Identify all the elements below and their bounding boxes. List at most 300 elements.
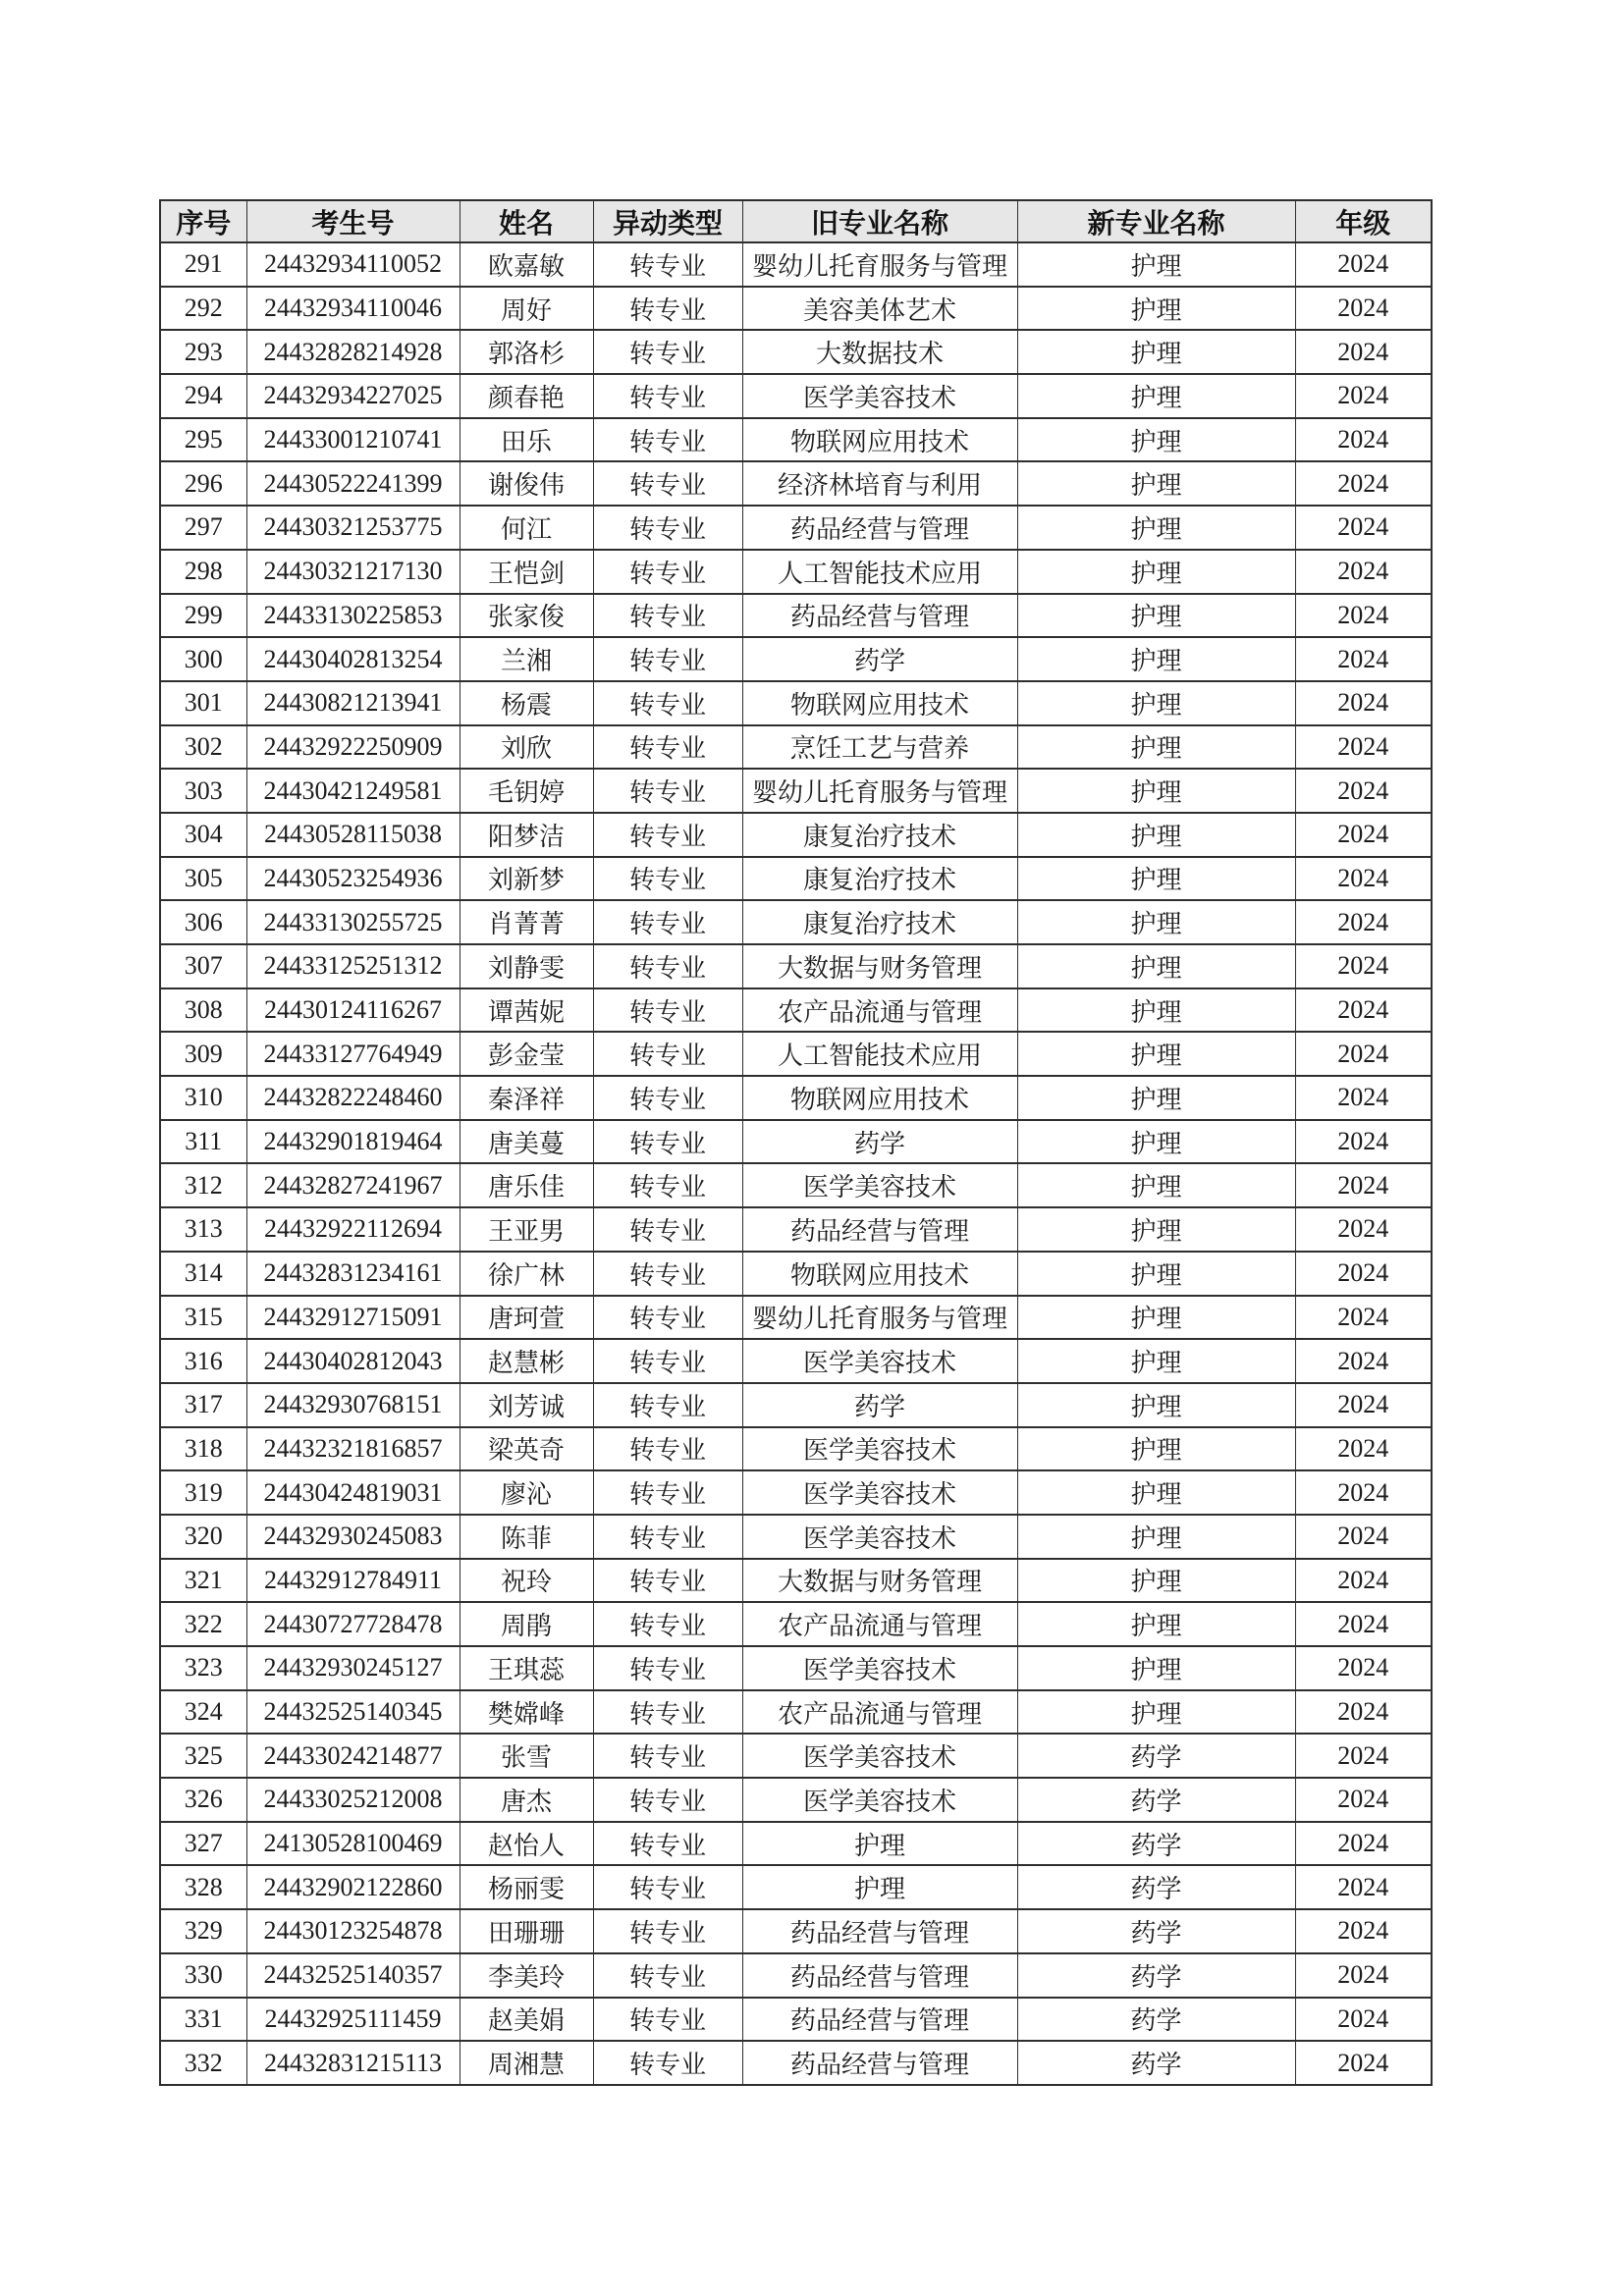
cell-change-type: 转专业	[593, 1076, 742, 1120]
cell-old-major: 护理	[742, 1865, 1017, 1909]
cell-old-major: 物联网应用技术	[742, 418, 1017, 462]
cell-change-type: 转专业	[593, 1383, 742, 1427]
cell-exam-no: 24433130255725	[246, 900, 460, 944]
cell-exam-no: 24430321217130	[246, 550, 460, 594]
cell-grade: 2024	[1295, 769, 1432, 813]
cell-change-type: 转专业	[593, 1207, 742, 1252]
cell-change-type: 转专业	[593, 813, 742, 857]
cell-grade: 2024	[1295, 1865, 1432, 1909]
cell-change-type: 转专业	[593, 1163, 742, 1207]
cell-exam-no: 24432930245083	[246, 1515, 460, 1559]
table-row	[160, 681, 1432, 725]
cell-exam-no: 24432321816857	[246, 1427, 460, 1471]
cell-index: 320	[160, 1515, 246, 1559]
cell-old-major: 药品经营与管理	[742, 1207, 1017, 1252]
cell-name: 刘静雯	[460, 944, 593, 988]
cell-name: 赵美娟	[460, 1998, 593, 2042]
cell-change-type: 转专业	[593, 287, 742, 331]
cell-name: 杨丽雯	[460, 1865, 593, 1909]
cell-new-major: 护理	[1017, 1296, 1295, 1340]
cell-name: 徐广林	[460, 1252, 593, 1296]
cell-index: 330	[160, 1953, 246, 1998]
table-row	[160, 1953, 1432, 1998]
cell-old-major: 康复治疗技术	[742, 813, 1017, 857]
table-row	[160, 1909, 1432, 1953]
cell-new-major: 护理	[1017, 1470, 1295, 1515]
cell-exam-no: 24432822248460	[246, 1076, 460, 1120]
cell-grade: 2024	[1295, 1778, 1432, 1822]
cell-change-type: 转专业	[593, 1296, 742, 1340]
cell-index: 321	[160, 1559, 246, 1603]
table-row	[160, 242, 1432, 287]
cell-new-major: 药学	[1017, 1909, 1295, 1953]
cell-change-type: 转专业	[593, 1778, 742, 1822]
cell-old-major: 农产品流通与管理	[742, 988, 1017, 1033]
cell-new-major: 药学	[1017, 1778, 1295, 1822]
cell-exam-no: 24432912784911	[246, 1559, 460, 1603]
table-row	[160, 857, 1432, 901]
cell-grade: 2024	[1295, 2041, 1432, 2085]
cell-name: 赵怡人	[460, 1822, 593, 1866]
cell-change-type: 转专业	[593, 637, 742, 681]
cell-index: 306	[160, 900, 246, 944]
cell-old-major: 医学美容技术	[742, 1470, 1017, 1515]
cell-change-type: 转专业	[593, 1252, 742, 1296]
cell-index: 317	[160, 1383, 246, 1427]
cell-grade: 2024	[1295, 1163, 1432, 1207]
cell-grade: 2024	[1295, 1252, 1432, 1296]
cell-new-major: 护理	[1017, 374, 1295, 418]
cell-old-major: 药学	[742, 637, 1017, 681]
table-row	[160, 1559, 1432, 1603]
cell-index: 311	[160, 1120, 246, 1164]
cell-index: 294	[160, 374, 246, 418]
cell-grade: 2024	[1295, 1120, 1432, 1164]
cell-change-type: 转专业	[593, 988, 742, 1033]
cell-grade: 2024	[1295, 681, 1432, 725]
cell-old-major: 医学美容技术	[742, 1734, 1017, 1778]
cell-name: 田乐	[460, 418, 593, 462]
cell-name: 赵慧彬	[460, 1339, 593, 1383]
table-row	[160, 1383, 1432, 1427]
cell-old-major: 药品经营与管理	[742, 2041, 1017, 2085]
cell-exam-no: 24432525140357	[246, 1953, 460, 1998]
cell-grade: 2024	[1295, 637, 1432, 681]
cell-new-major: 护理	[1017, 637, 1295, 681]
cell-grade: 2024	[1295, 550, 1432, 594]
table-row	[160, 637, 1432, 681]
cell-index: 329	[160, 1909, 246, 1953]
cell-name: 刘芳诚	[460, 1383, 593, 1427]
cell-change-type: 转专业	[593, 1032, 742, 1076]
cell-change-type: 转专业	[593, 1515, 742, 1559]
cell-name: 张雪	[460, 1734, 593, 1778]
cell-exam-no: 24432934110046	[246, 287, 460, 331]
cell-new-major: 药学	[1017, 2041, 1295, 2085]
table-row	[160, 1734, 1432, 1778]
cell-change-type: 转专业	[593, 1953, 742, 1998]
cell-name: 王琪蕊	[460, 1646, 593, 1690]
cell-name: 廖沁	[460, 1470, 593, 1515]
cell-new-major: 护理	[1017, 769, 1295, 813]
cell-index: 313	[160, 1207, 246, 1252]
cell-name: 周鹃	[460, 1602, 593, 1646]
cell-exam-no: 24430821213941	[246, 681, 460, 725]
table-row	[160, 2041, 1432, 2085]
cell-old-major: 婴幼儿托育服务与管理	[742, 1296, 1017, 1340]
cell-change-type: 转专业	[593, 242, 742, 287]
cell-new-major: 护理	[1017, 900, 1295, 944]
cell-index: 303	[160, 769, 246, 813]
cell-new-major: 护理	[1017, 944, 1295, 988]
cell-exam-no: 24432922112694	[246, 1207, 460, 1252]
cell-index: 298	[160, 550, 246, 594]
column-header-change-type: 异动类型	[593, 200, 742, 242]
column-header-exam-no: 考生号	[246, 200, 460, 242]
cell-change-type: 转专业	[593, 681, 742, 725]
cell-index: 293	[160, 330, 246, 374]
cell-index: 297	[160, 506, 246, 550]
cell-grade: 2024	[1295, 813, 1432, 857]
cell-change-type: 转专业	[593, 944, 742, 988]
cell-new-major: 护理	[1017, 1515, 1295, 1559]
cell-grade: 2024	[1295, 1602, 1432, 1646]
table-row	[160, 1822, 1432, 1866]
cell-change-type: 转专业	[593, 2041, 742, 2085]
cell-index: 327	[160, 1822, 246, 1866]
cell-index: 291	[160, 242, 246, 287]
cell-old-major: 药品经营与管理	[742, 1953, 1017, 1998]
cell-grade: 2024	[1295, 944, 1432, 988]
cell-name: 秦泽祥	[460, 1076, 593, 1120]
cell-new-major: 护理	[1017, 1207, 1295, 1252]
cell-index: 326	[160, 1778, 246, 1822]
cell-old-major: 医学美容技术	[742, 1515, 1017, 1559]
cell-name: 周湘慧	[460, 2041, 593, 2085]
cell-grade: 2024	[1295, 418, 1432, 462]
table-row	[160, 1339, 1432, 1383]
cell-exam-no: 24430123254878	[246, 1909, 460, 1953]
cell-index: 308	[160, 988, 246, 1033]
cell-exam-no: 24432525140345	[246, 1690, 460, 1735]
cell-name: 刘新梦	[460, 857, 593, 901]
table-row	[160, 1602, 1432, 1646]
cell-grade: 2024	[1295, 988, 1432, 1033]
table-row	[160, 1515, 1432, 1559]
table-row	[160, 461, 1432, 506]
cell-old-major: 人工智能技术应用	[742, 550, 1017, 594]
cell-old-major: 医学美容技术	[742, 1778, 1017, 1822]
cell-new-major: 药学	[1017, 1998, 1295, 2042]
cell-exam-no: 24433025212008	[246, 1778, 460, 1822]
cell-index: 323	[160, 1646, 246, 1690]
cell-new-major: 护理	[1017, 1646, 1295, 1690]
table-row	[160, 769, 1432, 813]
cell-change-type: 转专业	[593, 461, 742, 506]
cell-old-major: 人工智能技术应用	[742, 1032, 1017, 1076]
table-row	[160, 418, 1432, 462]
cell-new-major: 护理	[1017, 1690, 1295, 1735]
cell-exam-no: 24430727728478	[246, 1602, 460, 1646]
cell-old-major: 护理	[742, 1822, 1017, 1866]
cell-change-type: 转专业	[593, 1865, 742, 1909]
table-row	[160, 1427, 1432, 1471]
cell-name: 颜春艳	[460, 374, 593, 418]
cell-exam-no: 24430522241399	[246, 461, 460, 506]
cell-grade: 2024	[1295, 1515, 1432, 1559]
cell-new-major: 护理	[1017, 1602, 1295, 1646]
cell-new-major: 护理	[1017, 1383, 1295, 1427]
cell-new-major: 护理	[1017, 813, 1295, 857]
cell-change-type: 转专业	[593, 1470, 742, 1515]
cell-name: 唐乐佳	[460, 1163, 593, 1207]
cell-name: 王亚男	[460, 1207, 593, 1252]
cell-index: 309	[160, 1032, 246, 1076]
cell-grade: 2024	[1295, 1207, 1432, 1252]
cell-new-major: 护理	[1017, 681, 1295, 725]
cell-exam-no: 24432934227025	[246, 374, 460, 418]
cell-new-major: 护理	[1017, 418, 1295, 462]
cell-change-type: 转专业	[593, 769, 742, 813]
table-row	[160, 1296, 1432, 1340]
cell-index: 302	[160, 725, 246, 770]
cell-grade: 2024	[1295, 594, 1432, 638]
cell-exam-no: 24430124116267	[246, 988, 460, 1033]
table-row	[160, 1032, 1432, 1076]
cell-new-major: 护理	[1017, 287, 1295, 331]
cell-change-type: 转专业	[593, 1339, 742, 1383]
cell-name: 樊嫦峰	[460, 1690, 593, 1735]
cell-change-type: 转专业	[593, 725, 742, 770]
cell-old-major: 药品经营与管理	[742, 1909, 1017, 1953]
cell-index: 310	[160, 1076, 246, 1120]
cell-index: 316	[160, 1339, 246, 1383]
table-row	[160, 1690, 1432, 1735]
cell-grade: 2024	[1295, 1339, 1432, 1383]
cell-new-major: 护理	[1017, 1427, 1295, 1471]
cell-exam-no: 24430424819031	[246, 1470, 460, 1515]
cell-name: 阳梦洁	[460, 813, 593, 857]
cell-index: 322	[160, 1602, 246, 1646]
cell-change-type: 转专业	[593, 1120, 742, 1164]
cell-change-type: 转专业	[593, 594, 742, 638]
cell-index: 295	[160, 418, 246, 462]
cell-new-major: 护理	[1017, 1163, 1295, 1207]
table-row	[160, 550, 1432, 594]
cell-new-major: 护理	[1017, 988, 1295, 1033]
cell-old-major: 医学美容技术	[742, 1427, 1017, 1471]
cell-old-major: 婴幼儿托育服务与管理	[742, 242, 1017, 287]
cell-new-major: 护理	[1017, 506, 1295, 550]
cell-old-major: 物联网应用技术	[742, 1252, 1017, 1296]
cell-new-major: 护理	[1017, 857, 1295, 901]
cell-exam-no: 24433125251312	[246, 944, 460, 988]
cell-name: 张家俊	[460, 594, 593, 638]
cell-exam-no: 24430402812043	[246, 1339, 460, 1383]
cell-change-type: 转专业	[593, 1998, 742, 2042]
cell-old-major: 烹饪工艺与营养	[742, 725, 1017, 770]
cell-change-type: 转专业	[593, 1602, 742, 1646]
cell-index: 318	[160, 1427, 246, 1471]
cell-old-major: 康复治疗技术	[742, 900, 1017, 944]
table-row	[160, 1646, 1432, 1690]
cell-index: 314	[160, 1252, 246, 1296]
column-header-old-major: 旧专业名称	[742, 200, 1017, 242]
cell-name: 祝玲	[460, 1559, 593, 1603]
table-row	[160, 988, 1432, 1033]
cell-new-major: 护理	[1017, 550, 1295, 594]
cell-new-major: 护理	[1017, 330, 1295, 374]
table-row	[160, 506, 1432, 550]
cell-exam-no: 24130528100469	[246, 1822, 460, 1866]
cell-new-major: 护理	[1017, 1120, 1295, 1164]
cell-name: 谢俊伟	[460, 461, 593, 506]
cell-old-major: 医学美容技术	[742, 1646, 1017, 1690]
cell-grade: 2024	[1295, 1427, 1432, 1471]
cell-change-type: 转专业	[593, 1690, 742, 1735]
cell-name: 谭茜妮	[460, 988, 593, 1033]
cell-grade: 2024	[1295, 1734, 1432, 1778]
cell-exam-no: 24432831215113	[246, 2041, 460, 2085]
table-row	[160, 944, 1432, 988]
cell-grade: 2024	[1295, 1559, 1432, 1603]
cell-new-major: 护理	[1017, 461, 1295, 506]
cell-name: 何江	[460, 506, 593, 550]
cell-grade: 2024	[1295, 1296, 1432, 1340]
cell-old-major: 大数据与财务管理	[742, 944, 1017, 988]
cell-old-major: 药学	[742, 1383, 1017, 1427]
cell-index: 324	[160, 1690, 246, 1735]
cell-new-major: 护理	[1017, 725, 1295, 770]
cell-old-major: 药品经营与管理	[742, 506, 1017, 550]
cell-name: 刘欣	[460, 725, 593, 770]
cell-old-major: 农产品流通与管理	[742, 1602, 1017, 1646]
cell-old-major: 大数据与财务管理	[742, 1559, 1017, 1603]
cell-change-type: 转专业	[593, 550, 742, 594]
cell-change-type: 转专业	[593, 857, 742, 901]
cell-grade: 2024	[1295, 857, 1432, 901]
column-header-index: 序号	[160, 200, 246, 242]
table-row	[160, 594, 1432, 638]
cell-grade: 2024	[1295, 287, 1432, 331]
cell-index: 299	[160, 594, 246, 638]
table-body	[160, 242, 1432, 2085]
cell-change-type: 转专业	[593, 1427, 742, 1471]
cell-change-type: 转专业	[593, 1909, 742, 1953]
cell-grade: 2024	[1295, 1646, 1432, 1690]
header-row	[160, 200, 1432, 242]
cell-index: 300	[160, 637, 246, 681]
cell-index: 292	[160, 287, 246, 331]
cell-old-major: 物联网应用技术	[742, 681, 1017, 725]
table-row	[160, 1252, 1432, 1296]
cell-exam-no: 24433127764949	[246, 1032, 460, 1076]
cell-change-type: 转专业	[593, 900, 742, 944]
cell-old-major: 经济林培育与利用	[742, 461, 1017, 506]
cell-name: 彭金莹	[460, 1032, 593, 1076]
cell-exam-no: 24430528115038	[246, 813, 460, 857]
cell-exam-no: 24433130225853	[246, 594, 460, 638]
cell-name: 唐美蔓	[460, 1120, 593, 1164]
cell-exam-no: 24432930768151	[246, 1383, 460, 1427]
cell-old-major: 农产品流通与管理	[742, 1690, 1017, 1735]
cell-grade: 2024	[1295, 1076, 1432, 1120]
cell-change-type: 转专业	[593, 1822, 742, 1866]
cell-name: 梁英奇	[460, 1427, 593, 1471]
cell-exam-no: 24433024214877	[246, 1734, 460, 1778]
table-row	[160, 1470, 1432, 1515]
cell-new-major: 护理	[1017, 1252, 1295, 1296]
cell-grade: 2024	[1295, 1953, 1432, 1998]
cell-new-major: 护理	[1017, 1339, 1295, 1383]
cell-exam-no: 24430321253775	[246, 506, 460, 550]
cell-exam-no: 24432934110052	[246, 242, 460, 287]
cell-old-major: 药学	[742, 1120, 1017, 1164]
cell-exam-no: 24430421249581	[246, 769, 460, 813]
cell-index: 319	[160, 1470, 246, 1515]
cell-grade: 2024	[1295, 506, 1432, 550]
cell-index: 307	[160, 944, 246, 988]
cell-change-type: 转专业	[593, 1559, 742, 1603]
cell-grade: 2024	[1295, 242, 1432, 287]
cell-exam-no: 24432922250909	[246, 725, 460, 770]
table-row	[160, 374, 1432, 418]
cell-index: 328	[160, 1865, 246, 1909]
cell-new-major: 护理	[1017, 594, 1295, 638]
cell-grade: 2024	[1295, 1383, 1432, 1427]
cell-change-type: 转专业	[593, 330, 742, 374]
cell-exam-no: 24432925111459	[246, 1998, 460, 2042]
cell-exam-no: 24432828214928	[246, 330, 460, 374]
cell-exam-no: 24432831234161	[246, 1252, 460, 1296]
table-row	[160, 1778, 1432, 1822]
table-row	[160, 287, 1432, 331]
cell-old-major: 美容美体艺术	[742, 287, 1017, 331]
cell-grade: 2024	[1295, 1470, 1432, 1515]
cell-old-major: 药品经营与管理	[742, 1998, 1017, 2042]
cell-new-major: 护理	[1017, 1032, 1295, 1076]
cell-old-major: 医学美容技术	[742, 1339, 1017, 1383]
cell-name: 周好	[460, 287, 593, 331]
cell-grade: 2024	[1295, 1032, 1432, 1076]
cell-name: 杨震	[460, 681, 593, 725]
cell-new-major: 护理	[1017, 242, 1295, 287]
cell-change-type: 转专业	[593, 418, 742, 462]
cell-change-type: 转专业	[593, 374, 742, 418]
column-header-new-major: 新专业名称	[1017, 200, 1295, 242]
table-row	[160, 900, 1432, 944]
cell-exam-no: 24432930245127	[246, 1646, 460, 1690]
cell-new-major: 药学	[1017, 1734, 1295, 1778]
cell-old-major: 康复治疗技术	[742, 857, 1017, 901]
cell-new-major: 药学	[1017, 1822, 1295, 1866]
cell-name: 毛钥婷	[460, 769, 593, 813]
table-row	[160, 1163, 1432, 1207]
cell-grade: 2024	[1295, 1690, 1432, 1735]
cell-name: 田珊珊	[460, 1909, 593, 1953]
cell-index: 332	[160, 2041, 246, 2085]
cell-index: 296	[160, 461, 246, 506]
cell-change-type: 转专业	[593, 506, 742, 550]
cell-new-major: 护理	[1017, 1076, 1295, 1120]
table-row	[160, 725, 1432, 770]
cell-index: 312	[160, 1163, 246, 1207]
cell-index: 301	[160, 681, 246, 725]
cell-index: 315	[160, 1296, 246, 1340]
cell-new-major: 药学	[1017, 1953, 1295, 1998]
cell-grade: 2024	[1295, 1822, 1432, 1866]
cell-exam-no: 24432902122860	[246, 1865, 460, 1909]
